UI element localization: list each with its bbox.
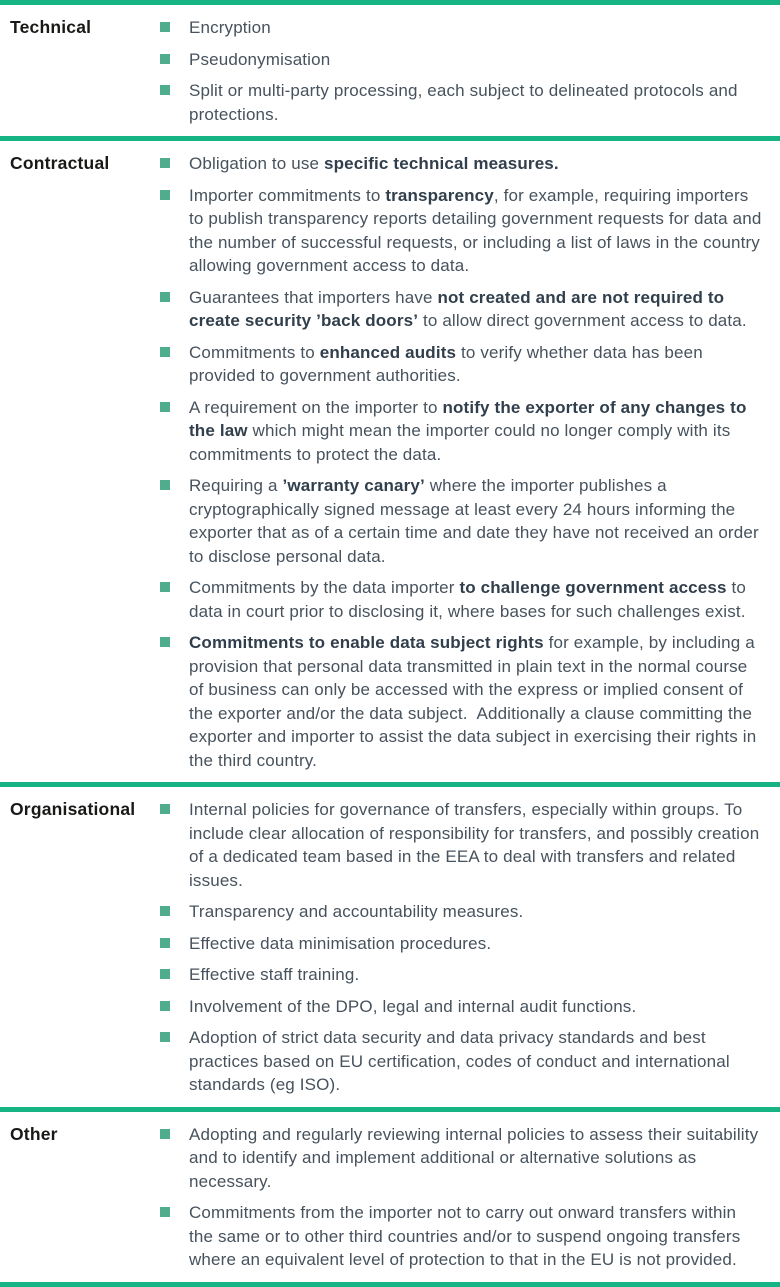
section-items xyxy=(160,1123,762,1280)
list-item xyxy=(160,396,762,467)
text-run: Guarantees that importers have xyxy=(189,287,438,307)
bullet-text xyxy=(189,1201,762,1272)
list-item xyxy=(160,631,762,772)
bold-run: notify the exporter of any changes to the law xyxy=(189,397,747,440)
text-run: Effective staff training. xyxy=(189,965,360,984)
bullet-square-icon xyxy=(160,804,170,814)
bold-run: not created and are not required to create security ’back doors’ xyxy=(189,287,725,330)
list-item xyxy=(160,16,762,40)
text-run: which might mean the importer could no longer comply with its commitments to protect the data. xyxy=(189,421,731,464)
bullet-square-icon xyxy=(160,1032,170,1042)
bullet-square-icon xyxy=(160,906,170,916)
table-row xyxy=(0,1107,780,1282)
text-run: Encryption xyxy=(189,18,271,37)
bullet-text xyxy=(189,576,762,623)
bullet-square-icon xyxy=(160,54,170,64)
list-item xyxy=(160,79,762,126)
list-item xyxy=(160,900,762,924)
bullet-text xyxy=(189,963,762,987)
list-item xyxy=(160,1026,762,1097)
bullet-text xyxy=(189,286,762,333)
section-label: Other xyxy=(10,1123,58,1144)
bold-run: ’warranty canary’ xyxy=(282,476,425,495)
bullet-square-icon xyxy=(160,402,170,412)
text-run: Commitments from the importer not to carry out onward transfers within the same or to other third countries and/or to suspend ongoing transfers where an equivalent level of protection to that in the EU is not provided. xyxy=(189,1203,741,1269)
section-label: Technical xyxy=(10,17,92,37)
bullet-square-icon xyxy=(160,347,170,357)
text-run: Obligation to use xyxy=(189,154,325,173)
text-run: Requiring a xyxy=(189,476,283,495)
text-run: to data in court prior to disclosing it, where bases for such challenges exist. xyxy=(189,578,746,621)
bullet-text xyxy=(189,474,762,568)
list-item xyxy=(160,576,762,623)
table-row xyxy=(0,136,780,782)
text-run: Importer commitments to xyxy=(189,185,386,205)
bullet-text xyxy=(189,16,762,40)
bullet-text xyxy=(189,184,762,278)
bullet-text xyxy=(189,341,762,388)
bullet-square-icon xyxy=(160,292,170,302)
list-item xyxy=(160,1201,762,1272)
bullet-text xyxy=(189,1123,762,1194)
list-item xyxy=(160,474,762,568)
text-run: Transparency and accountability measures. xyxy=(189,902,524,921)
list-item xyxy=(160,932,762,956)
bullet-square-icon xyxy=(160,1001,170,1011)
list-item xyxy=(160,1123,762,1194)
bold-run: specific technical measures. xyxy=(324,154,559,173)
bullet-text xyxy=(189,48,762,72)
text-run: Commitments to xyxy=(189,342,320,362)
bullet-square-icon xyxy=(160,22,170,32)
bullet-square-icon xyxy=(160,1129,170,1139)
bold-run: enhanced audits xyxy=(319,342,457,362)
table-row xyxy=(0,5,780,136)
text-run: Pseudonymisation xyxy=(189,49,331,69)
bullet-square-icon xyxy=(160,1207,170,1217)
bullet-text xyxy=(189,631,762,772)
section-items xyxy=(160,152,762,780)
text-run: Split or multi-party processing, each subject to delineated protocols and protections. xyxy=(189,81,738,124)
list-item xyxy=(160,341,762,388)
list-item xyxy=(160,963,762,987)
text-run: where the importer publishes a cryptographically signed message at least every 24 hours informing the exporter that as of a certain time and date they have not received an order to disclose personal data. xyxy=(189,476,759,566)
bullet-text xyxy=(189,900,762,924)
bullet-text xyxy=(189,1026,762,1097)
list-item xyxy=(160,798,762,892)
bullet-square-icon xyxy=(160,969,170,979)
section-items xyxy=(160,16,762,134)
bullet-square-icon xyxy=(160,938,170,948)
list-item xyxy=(160,152,762,176)
bullet-square-icon xyxy=(160,190,170,200)
text-run: Involvement of the DPO, legal and internal audit functions. xyxy=(189,996,637,1016)
bullet-square-icon xyxy=(160,85,170,95)
list-item xyxy=(160,48,762,72)
bold-run: to challenge government access xyxy=(459,578,727,597)
text-run: to allow direct government access to data. xyxy=(418,311,747,330)
bullet-text xyxy=(189,995,762,1019)
text-run: for example, by including a provision that personal data transmitted in plain text in the normal course of business can only be accessed with the express or implied consent of the exporter and/or the data subject. Additionally a clause committing the exporter and importer to assist the data subject in exercising their rights in the third country. xyxy=(189,633,757,770)
bullet-square-icon xyxy=(160,582,170,592)
bullet-text xyxy=(189,798,762,892)
text-run: Effective data minimisation procedures. xyxy=(189,933,492,953)
text-run: Adopting and regularly reviewing internal policies to assess their suitability and to identify and implement additional or alternative solutions as necessary. xyxy=(189,1124,759,1191)
text-run: A requirement on the importer to xyxy=(189,397,443,417)
bullet-text xyxy=(189,396,762,467)
bullet-text xyxy=(189,932,762,956)
bold-run: Commitments to enable data subject rights xyxy=(189,633,544,652)
bullet-text xyxy=(189,79,762,126)
section-items xyxy=(160,798,762,1105)
text-run: Commitments by the data importer xyxy=(189,578,460,597)
bullet-square-icon xyxy=(160,158,170,168)
bullet-square-icon xyxy=(160,480,170,490)
bullet-square-icon xyxy=(160,637,170,647)
section-label: Organisational xyxy=(10,799,136,819)
bold-run: transparency xyxy=(385,185,494,205)
text-run: to verify whether data has been provided to government authorities. xyxy=(189,342,703,385)
list-item xyxy=(160,184,762,278)
text-run: Adoption of strict data security and data privacy standards and best practices based on EU certification, codes of conduct and international standards (eg ISO). xyxy=(189,1028,730,1094)
section-label: Contractual xyxy=(10,153,110,173)
table-row xyxy=(0,782,780,1107)
bullet-text xyxy=(189,152,762,176)
text-run: Internal policies for governance of transfers, especially within groups. To include clear allocation of responsibility for transfers, and possibly creation of a dedicated team based in the EEA to deal with transfers and related issues. xyxy=(189,800,760,890)
list-item xyxy=(160,995,762,1019)
list-item xyxy=(160,286,762,333)
text-run: , for example, requiring importers to publish transparency reports detailing government requests for data and the number of successful requests, or including a list of laws in the country allowing government access to data. xyxy=(189,185,762,275)
